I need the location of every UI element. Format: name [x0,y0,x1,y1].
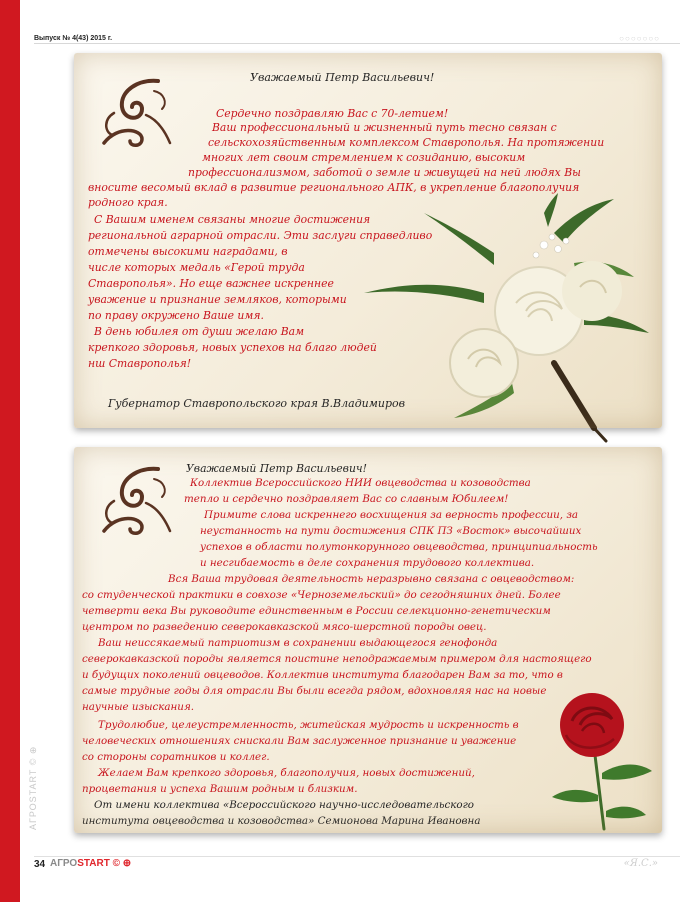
letter-line: тепло и сердечно поздравляет Вас со славным Юбилеем! [184,493,509,505]
letter-line: четверти века Вы руководите единственным в России селекционно-генетическим [82,605,551,617]
letter-line: по праву окружено Ваше имя. [88,309,264,322]
letter-line: и будущих поколений овцеводов. Коллектив института благодарен Вам за то, что в [82,669,563,681]
letter-signature-line: От имени коллектива «Всероссийского научно-исследовательского [94,799,475,811]
letter-line: родного края. [88,196,168,209]
letter-line: успехов в области полутонкорунного овцеводства, принципиальность [200,541,598,553]
letter-line: центром по разведению северокавказской мясо-шерстной породы овец. [82,621,487,633]
letter-line: В день юбилея от души желаю Вам [94,325,305,338]
letter-line: Трудолюбие, целеустремленность, житейская мудрость и искренность в [98,719,519,731]
footer-logo-marks: © ⊕ [112,858,132,869]
footer-logo-accent: START [77,858,110,869]
letter-greeting: Уважаемый Петр Васильевич! [250,71,435,84]
margin-label: АГРОSTART © ⊕ [28,745,38,830]
letter-signature-line: института овцеводства и козоводства» Семионова Марина Ивановна [82,815,481,827]
letter-line: вносите весомый вклад в развитие регионального АПК, в укрепление благополучия [88,181,580,194]
page-number: 34 [34,859,46,870]
letter-line: процветания и успеха Вашим родным и близким. [82,783,358,795]
letter-line: неустанность на пути достижения СПК ПЗ «Восток» высочайших [200,525,582,537]
letter-line: региональной аграрной отрасли. Эти заслуги справедливо [88,229,433,242]
greeting-card-institute [74,447,662,833]
letter-line: Сердечно поздравляю Вас с 70-летием! [216,107,449,120]
letter-greeting: Уважаемый Петр Васильевич! [186,462,367,475]
letter-line: Коллектив Всероссийского НИИ овцеводства и козоводства [190,477,531,489]
letter-line: самые трудные годы для отрасли Вы были всегда рядом, вдохновляя нас на новые [82,685,547,697]
letter-line: северокавказской породы является поистине неподражаемым примером для настоящего [82,653,592,665]
letter-line: С Вашим именем связаны многие достижения [94,213,371,226]
ornament-swirl-icon [98,73,178,153]
footer-logo-main: АГРО [50,858,78,869]
letter-line: многих лет своим стремлением к созиданию, высоким [202,151,526,164]
footer-logo [50,858,131,869]
red-rose-icon [542,691,662,833]
letter-line: числе которых медаль «Герой труда [88,261,305,274]
letter-line: человеческих отношениях снискали Вам заслуженное признание и уважение [82,735,517,747]
letter-line: научные изыскания. [82,701,195,713]
white-roses-bouquet-icon [344,193,654,443]
letter-line: Желаем Вам крепкого здоровья, благополучия, новых достижений, [98,767,475,779]
letter-line: профессионализмом, заботой о земле и живущей на ней людях Вы [188,166,581,179]
letter-line: крепкого здоровья, новых успехов на благо людей [88,341,377,354]
letter-line: сельскохозяйственным комплексом Ставрополья. На протяжении [208,136,605,149]
letter-line: Ваш профессиональный и жизненный путь тесно связан с [212,121,557,134]
issue-label: Выпуск № 4(43) 2015 г. [34,35,113,42]
letter-line: Ваш неиссякаемый патриотизм в сохранении выдающегося генофонда [98,637,498,649]
letter-line: со стороны соратников и коллег. [82,751,270,763]
header-divider [34,43,680,44]
letter-line: и несгибаемость в деле сохранения трудового коллектива. [200,557,535,569]
letter-line: Примите слова искреннего восхищения за верность профессии, за [204,509,579,521]
ornament-swirl-icon [98,461,178,541]
letter-line: уважение и признание земляков, которыми [88,293,347,306]
letter-line: Вся Ваша трудовая деятельность неразрывно связана с овцеводством: [168,573,575,585]
letter-line: нш Ставрополья! [88,357,192,370]
greeting-card-governor [74,53,662,428]
footer-signature-mark: «Я.С.» [623,858,658,869]
letter-line: со студенческой практики в совхозе «Черноземельский» до сегодняшних дней. Более [82,589,561,601]
left-red-bar [0,0,20,902]
header-watermark: ○○○○○○○ [619,34,660,43]
letter-signature: Губернатор Ставропольского края В.Владимиров [108,397,406,410]
letter-line: отмечены высокими наградами, в [88,245,288,258]
letter-line: Ставрополья». Но еще важнее искреннее [88,277,334,290]
footer-divider [34,856,680,857]
